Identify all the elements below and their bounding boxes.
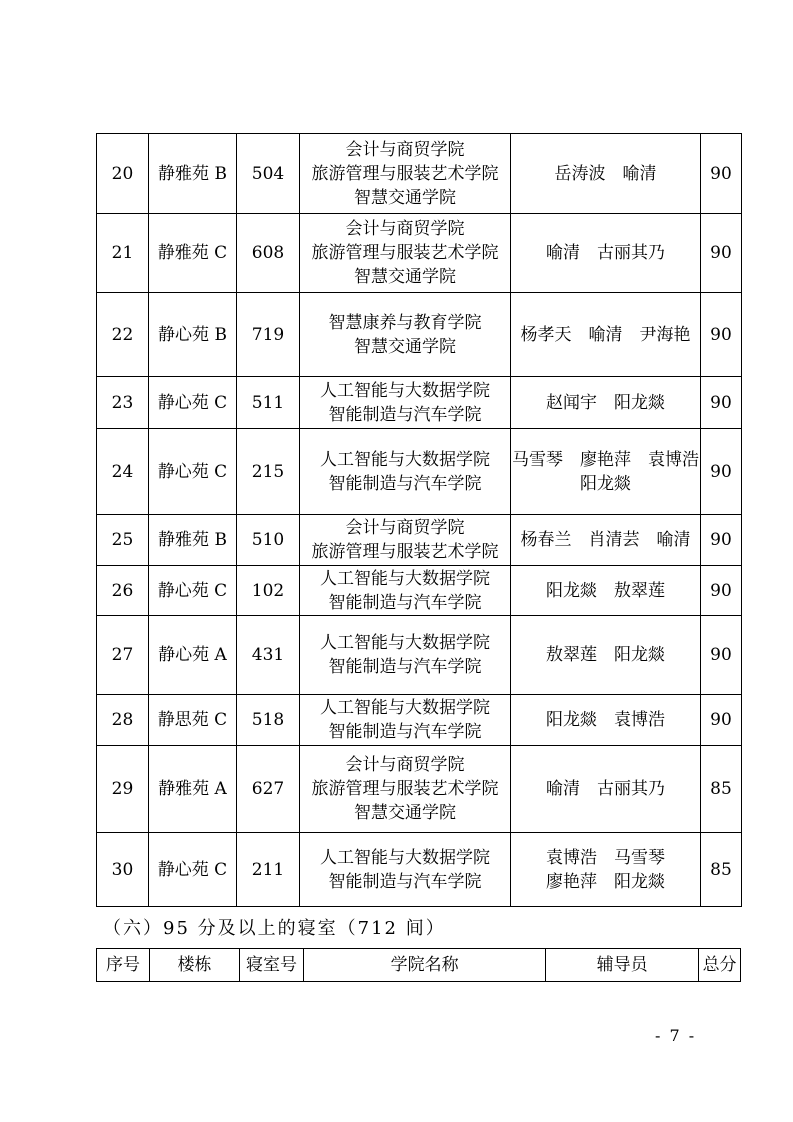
college-name: 会计与商贸学院	[345, 219, 465, 239]
score-cell: 90	[701, 515, 742, 566]
table-row	[97, 833, 742, 907]
score-cell: 90	[701, 214, 742, 293]
counselor-names: 杨春兰 肖清芸 喻清	[520, 530, 691, 550]
college-name: 智慧交通学院	[354, 267, 456, 287]
row-number: 30	[97, 833, 149, 907]
college-name: 智能制造与汽车学院	[328, 404, 482, 425]
page-number: - 7 -	[655, 1026, 697, 1045]
building-cell: 静心苑 C	[149, 429, 237, 515]
header-room: 寝室号	[239, 949, 303, 982]
counselor-names: 赵闻宇 阳龙燚	[546, 392, 665, 413]
room-cell: 518	[237, 695, 300, 746]
header-building: 楼栋	[150, 949, 240, 982]
college-name: 会计与商贸学院	[345, 518, 465, 538]
college-name: 旅游管理与服装艺术学院	[311, 243, 499, 263]
header-counselor: 辅导员	[546, 949, 699, 982]
college-cell	[300, 293, 511, 377]
room-cell: 431	[237, 616, 300, 695]
college-name: 会计与商贸学院	[345, 139, 465, 160]
counselor-names: 岳涛波 喻清	[554, 163, 657, 184]
building-cell: 静雅苑 B	[149, 134, 237, 214]
college-name: 智能制造与汽车学院	[328, 473, 482, 494]
college-cell	[300, 746, 511, 833]
score-cell: 90	[701, 566, 742, 616]
counselor-names: 喻清 古丽其乃	[546, 779, 665, 799]
row-number: 22	[97, 293, 149, 377]
counselor-cell	[511, 616, 701, 695]
row-number: 24	[97, 429, 149, 515]
row-number: 23	[97, 377, 149, 429]
college-name: 会计与商贸学院	[345, 755, 465, 775]
building-cell: 静雅苑 A	[149, 746, 237, 833]
score-cell: 85	[701, 833, 742, 907]
college-name: 智能制造与汽车学院	[328, 871, 482, 892]
row-number: 25	[97, 515, 149, 566]
college-name: 旅游管理与服装艺术学院	[311, 779, 499, 799]
score-cell: 90	[701, 695, 742, 746]
table-row	[97, 695, 742, 746]
table-row	[97, 746, 742, 833]
college-name: 人工智能与大数据学院	[320, 568, 490, 589]
score-cell: 90	[701, 429, 742, 515]
college-cell	[300, 515, 511, 566]
college-name: 智能制造与汽车学院	[328, 722, 482, 742]
college-name: 人工智能与大数据学院	[320, 380, 490, 401]
table-row	[97, 214, 742, 293]
counselor-cell	[511, 377, 701, 429]
counselor-names: 阳龙燚 敖翠莲	[546, 580, 665, 601]
college-name: 人工智能与大数据学院	[320, 698, 490, 718]
header-row	[97, 949, 741, 982]
room-cell: 102	[237, 566, 300, 616]
room-cell: 510	[237, 515, 300, 566]
score-cell: 85	[701, 746, 742, 833]
counselor-names: 廖艳萍 阳龙燚	[546, 871, 665, 892]
college-cell	[300, 695, 511, 746]
counselor-cell	[511, 833, 701, 907]
score-cell: 90	[701, 616, 742, 695]
room-cell: 504	[237, 134, 300, 214]
building-cell: 静雅苑 B	[149, 515, 237, 566]
table-body	[97, 134, 742, 907]
header-college: 学院名称	[304, 949, 546, 982]
college-cell	[300, 566, 511, 616]
room-cell: 211	[237, 833, 300, 907]
college-cell	[300, 616, 511, 695]
score-cell: 90	[701, 293, 742, 377]
table-row	[97, 293, 742, 377]
college-name: 人工智能与大数据学院	[320, 449, 490, 470]
college-name: 智能制造与汽车学院	[328, 592, 482, 613]
college-cell	[300, 429, 511, 515]
row-number: 20	[97, 134, 149, 214]
score-cell: 90	[701, 134, 742, 214]
counselor-cell	[511, 214, 701, 293]
header-score: 总分	[699, 949, 741, 982]
building-cell: 静思苑 C	[149, 695, 237, 746]
counselor-names: 袁博浩 马雪琴	[546, 847, 665, 868]
table-row	[97, 515, 742, 566]
counselor-cell	[511, 695, 701, 746]
college-name: 智能制造与汽车学院	[328, 657, 482, 677]
row-number: 27	[97, 616, 149, 695]
next-table-header	[96, 948, 741, 982]
section-heading: （六）95 分及以上的寝室（712 间）	[103, 918, 446, 939]
college-cell	[300, 833, 511, 907]
table-row	[97, 616, 742, 695]
college-cell	[300, 214, 511, 293]
counselor-cell	[511, 293, 701, 377]
table-row	[97, 377, 742, 429]
counselor-names: 敖翠莲 阳龙燚	[546, 645, 665, 665]
college-name: 人工智能与大数据学院	[320, 847, 490, 868]
table-row	[97, 429, 742, 515]
row-number: 26	[97, 566, 149, 616]
table-row	[97, 566, 742, 616]
building-cell: 静心苑 C	[149, 377, 237, 429]
header-no: 序号	[97, 949, 150, 982]
row-number: 29	[97, 746, 149, 833]
row-number: 28	[97, 695, 149, 746]
room-cell: 215	[237, 429, 300, 515]
building-cell: 静雅苑 C	[149, 214, 237, 293]
college-name: 智慧康养与教育学院	[328, 312, 482, 333]
dormitory-score-table	[96, 133, 742, 907]
counselor-cell	[511, 746, 701, 833]
counselor-cell	[511, 429, 701, 515]
building-cell: 静心苑 A	[149, 616, 237, 695]
college-cell	[300, 377, 511, 429]
counselor-cell	[511, 566, 701, 616]
room-cell: 511	[237, 377, 300, 429]
counselor-cell	[511, 515, 701, 566]
counselor-names: 杨孝天 喻清 尹海艳	[520, 324, 691, 345]
room-cell: 608	[237, 214, 300, 293]
college-name: 智慧交通学院	[354, 336, 456, 357]
table-row	[97, 134, 742, 214]
building-cell: 静心苑 B	[149, 293, 237, 377]
building-cell: 静心苑 C	[149, 566, 237, 616]
counselor-names: 马雪琴 廖艳萍 袁博浩	[512, 449, 699, 470]
counselor-cell	[511, 134, 701, 214]
row-number: 21	[97, 214, 149, 293]
college-name: 旅游管理与服装艺术学院	[311, 163, 499, 184]
college-name: 人工智能与大数据学院	[320, 633, 490, 653]
counselor-names: 喻清 古丽其乃	[546, 243, 665, 263]
counselor-names: 阳龙燚	[580, 473, 631, 494]
college-name: 智慧交通学院	[354, 187, 456, 208]
room-cell: 627	[237, 746, 300, 833]
building-cell: 静心苑 C	[149, 833, 237, 907]
room-cell: 719	[237, 293, 300, 377]
score-cell: 90	[701, 377, 742, 429]
counselor-names: 阳龙燚 袁博浩	[546, 710, 665, 730]
college-name: 智慧交通学院	[354, 803, 456, 823]
college-name: 旅游管理与服装艺术学院	[311, 542, 499, 562]
college-cell	[300, 134, 511, 214]
